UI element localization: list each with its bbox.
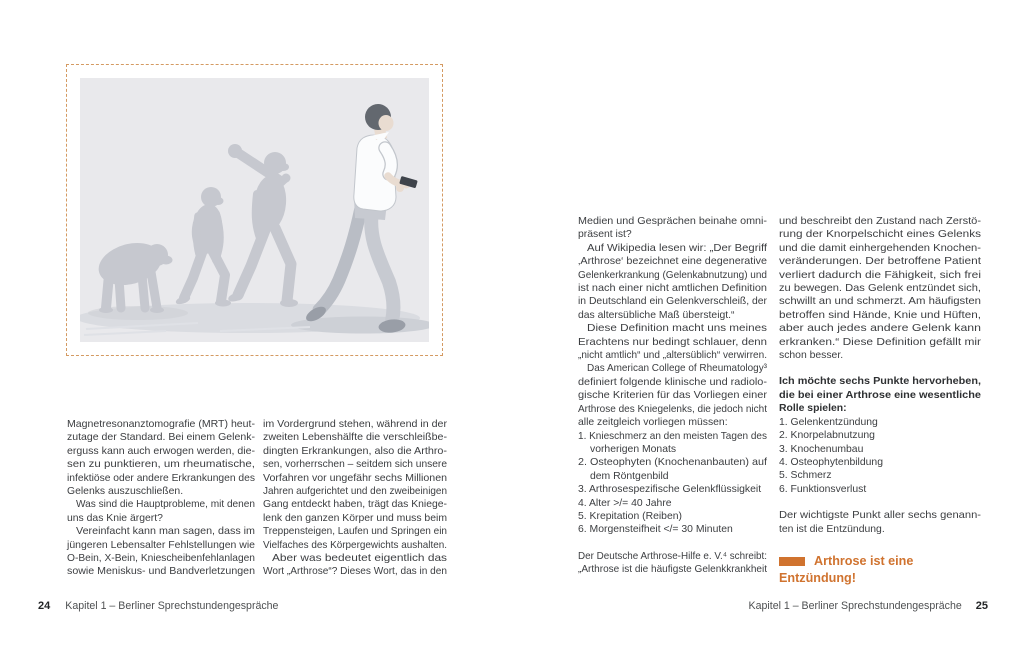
body-text-line: in Deutschland ein Gelenkverschleiß, der: [578, 296, 767, 308]
body-text-line: Treppensteigen, Laufen und Springen ein: [263, 526, 447, 538]
callout-bullet-icon: [779, 557, 805, 566]
body-text-line: Jahren aufgerichtet und den zweibeinigen: [263, 486, 447, 498]
body-text-line: verliert dadurch die Fähigkeit, sich frei: [779, 269, 981, 281]
face: [379, 115, 394, 131]
left-page-column-1: [67, 418, 255, 579]
right-page-footer: [749, 600, 988, 612]
body-text-line: sowie Meniskus- und Bandverletzungen: [67, 566, 255, 578]
body-text-line: Der Deutsche Arthrose-Hilfe e. V.⁴ schreibt:: [578, 550, 767, 562]
body-text-line: 5. Krepitation (Reiben): [578, 510, 682, 522]
body-text-line: 1. Gelenkentzündung: [779, 416, 878, 428]
body-text-line: zu bewegen. Das Gelenk entzündet sich,: [779, 283, 981, 295]
body-text-line: Gelenks auszuschließen.: [67, 486, 184, 498]
body-text-line: Gelenkerkrankung (Gelenkabnutzung) und: [578, 269, 767, 281]
page-number: 25: [975, 600, 988, 612]
body-text-line: sen, vorherrschen – seitdem sich unsere: [263, 459, 447, 471]
body-text-line: Magnetresonanztomografie (MRT) heut-: [67, 419, 255, 430]
body-text-line: dingten Erkrankungen, also die Arthro-: [263, 445, 447, 457]
body-text-line: Wort „Arthrose“? Dieses Wort, das in den: [263, 566, 447, 578]
body-text-line: definiert folgende klinische und radiolo-: [578, 376, 767, 388]
body-text-line: lenk den ganzen Körper und muss beim: [263, 512, 447, 524]
body-text-line: Rolle spielen:: [779, 403, 847, 415]
body-text-line: Aber was bedeutet eigentlich das: [272, 553, 447, 565]
body-text-line: Gang entdeckt haben, trägt das Kniege-: [263, 499, 447, 511]
chapter-running-title: Kapitel 1 – Berliner Sprechstundengespräche: [65, 600, 279, 612]
walking-hominid-silhouette: [175, 187, 231, 307]
body-text-line: und die damit einhergehenden Knochen-: [779, 242, 981, 254]
body-text-line: Diese Definition macht uns meines: [587, 323, 767, 335]
body-text-line: präsent ist?: [578, 229, 632, 241]
body-text-line: 1. Knieschmerz an den meisten Tagen des: [578, 430, 767, 442]
body-text-line: O-Bein, X-Bein, Kniescheibenfehlanlagen: [67, 553, 255, 565]
body-text-line: Vereinfacht kann man sagen, dass im: [76, 526, 255, 538]
paragraph-gap: [779, 362, 981, 375]
body-text-line: und beschreibt den Zustand nach Zerstö-: [779, 216, 981, 227]
illustration-panel: [80, 78, 429, 342]
body-text-line: die bei einer Arthrose eine wesentliche: [779, 389, 981, 401]
modern-man-figure: [304, 104, 418, 334]
body-text-line: jüngeren Lebensalter Fehlstellungen wie: [67, 539, 255, 551]
left-page-column-2: [263, 418, 447, 579]
body-text-line: 4. Osteophytenbildung: [779, 456, 883, 468]
body-text-line: 6. Funktionsverlust: [779, 483, 867, 495]
body-text-line: 5. Schmerz: [779, 470, 832, 482]
body-text-line: ten ist die Entzündung.: [779, 523, 885, 535]
body-text-line: schon besser.: [779, 350, 844, 362]
body-text-line: 6. Morgensteifheit </= 30 Minuten: [578, 524, 733, 536]
body-text-line: veränderungen. Der betroffene Patient: [779, 256, 981, 268]
chimpanzee-silhouette: [94, 236, 173, 313]
right-page-column-1: [578, 215, 767, 577]
evolution-illustration: [66, 64, 443, 356]
body-text-line: infektiöse oder andere Erkrankungen des: [67, 472, 255, 484]
body-text-line: Auf Wikipedia lesen wir: „Der Begriff: [587, 242, 767, 254]
body-text-line: ist nach einer nicht amtlichen Definition: [578, 283, 767, 295]
body-text-line: Arthrose des Kniegelenks, die jedoch nicht: [578, 403, 767, 415]
body-text-line: Vielfaches des Körpergewichts aushalten.: [263, 539, 447, 551]
paragraph-gap: [779, 496, 981, 509]
body-text-line: gische Kriterien für das Vorliegen einer: [578, 390, 767, 402]
body-text-line: 2. Osteophyten (Knochenanbauten) auf: [578, 457, 767, 469]
body-text-line: rung der Knorpelschicht eines Gelenks: [779, 229, 981, 241]
body-text-line: 3. Arthrosespezifische Gelenkflüssigkeit: [578, 484, 762, 496]
body-text-line: „Arthrose ist die häufigste Gelenkkrankheit: [578, 564, 767, 576]
page-number: 24: [38, 600, 51, 612]
evolution-graphic: [80, 78, 429, 342]
body-text-line: betroffen sind Hände, Knie und Hüften,: [779, 309, 981, 321]
body-text-line: Erachtens nur bedingt schlauer, denn: [578, 336, 767, 348]
body-text-line: Der wichtigste Punkt aller sechs genann-: [779, 510, 981, 522]
body-text-line: dem Röntgenbild: [590, 470, 669, 482]
body-text-line: 2. Knorpelabnutzung: [779, 430, 875, 442]
body-text-line: uns das Knie ärgert?: [67, 512, 163, 524]
body-text-line: sen zu punktieren, um rheumatische,: [67, 459, 255, 471]
body-text-line: ‚Arthrose‘ bezeichnet eine degenerative: [578, 256, 767, 268]
chapter-running-title: Kapitel 1 – Berliner Sprechstundengespräche: [748, 600, 962, 612]
ground-shadow: [80, 303, 429, 335]
body-text-line: zutage der Standard. Bei einem Gelenk-: [67, 432, 255, 444]
body-text-line: schwillt an und schmerzt. Am häufigsten: [779, 296, 981, 308]
body-text-line: im Vordergrund stehen, während in der: [263, 419, 447, 430]
body-text-line: Vorfahren vor ungefähr sechs Millionen: [263, 472, 447, 484]
body-text-line: vorherigen Monats: [590, 443, 677, 455]
hominid-with-club-silhouette: [227, 144, 298, 307]
callout-line: Arthrose ist eine: [779, 553, 981, 570]
body-text-line: Das American College of Rheumatology³: [587, 363, 767, 375]
body-text-line: aber auch jedes andere Gelenk kann: [779, 323, 981, 335]
body-text-line: alle zeitgleich vorliegen müssen:: [578, 417, 728, 429]
body-text-line: Medien und Gesprächen beinahe omni-: [578, 216, 767, 227]
body-text-line: erkranken.“ Diese Definition gefällt mir: [779, 336, 981, 348]
body-text-line: „nicht amtlich“ und „altersüblich“ verwirren.: [578, 350, 767, 362]
paragraph-gap: [779, 536, 981, 553]
left-page-footer: [38, 600, 278, 612]
callout-line: Entzündung!: [779, 570, 856, 585]
body-text-line: Was sind die Hauptprobleme, mit denen: [76, 499, 255, 511]
body-text-line: 3. Knochenumbau: [779, 443, 864, 455]
paragraph-gap: [578, 537, 767, 550]
body-text-line: erguss kann auch erwogen werden, die-: [67, 445, 255, 457]
right-page-column-2: [779, 215, 981, 587]
body-text-line: Ich möchte sechs Punkte hervorheben,: [779, 376, 981, 388]
body-text-line: zweiten Lebenshälfte die verschleißbe-: [263, 432, 447, 444]
body-text-line: 4. Alter >/= 40 Jahre: [578, 497, 672, 509]
body-text-line: das altersübliche Maß übersteigt.“: [578, 309, 735, 321]
